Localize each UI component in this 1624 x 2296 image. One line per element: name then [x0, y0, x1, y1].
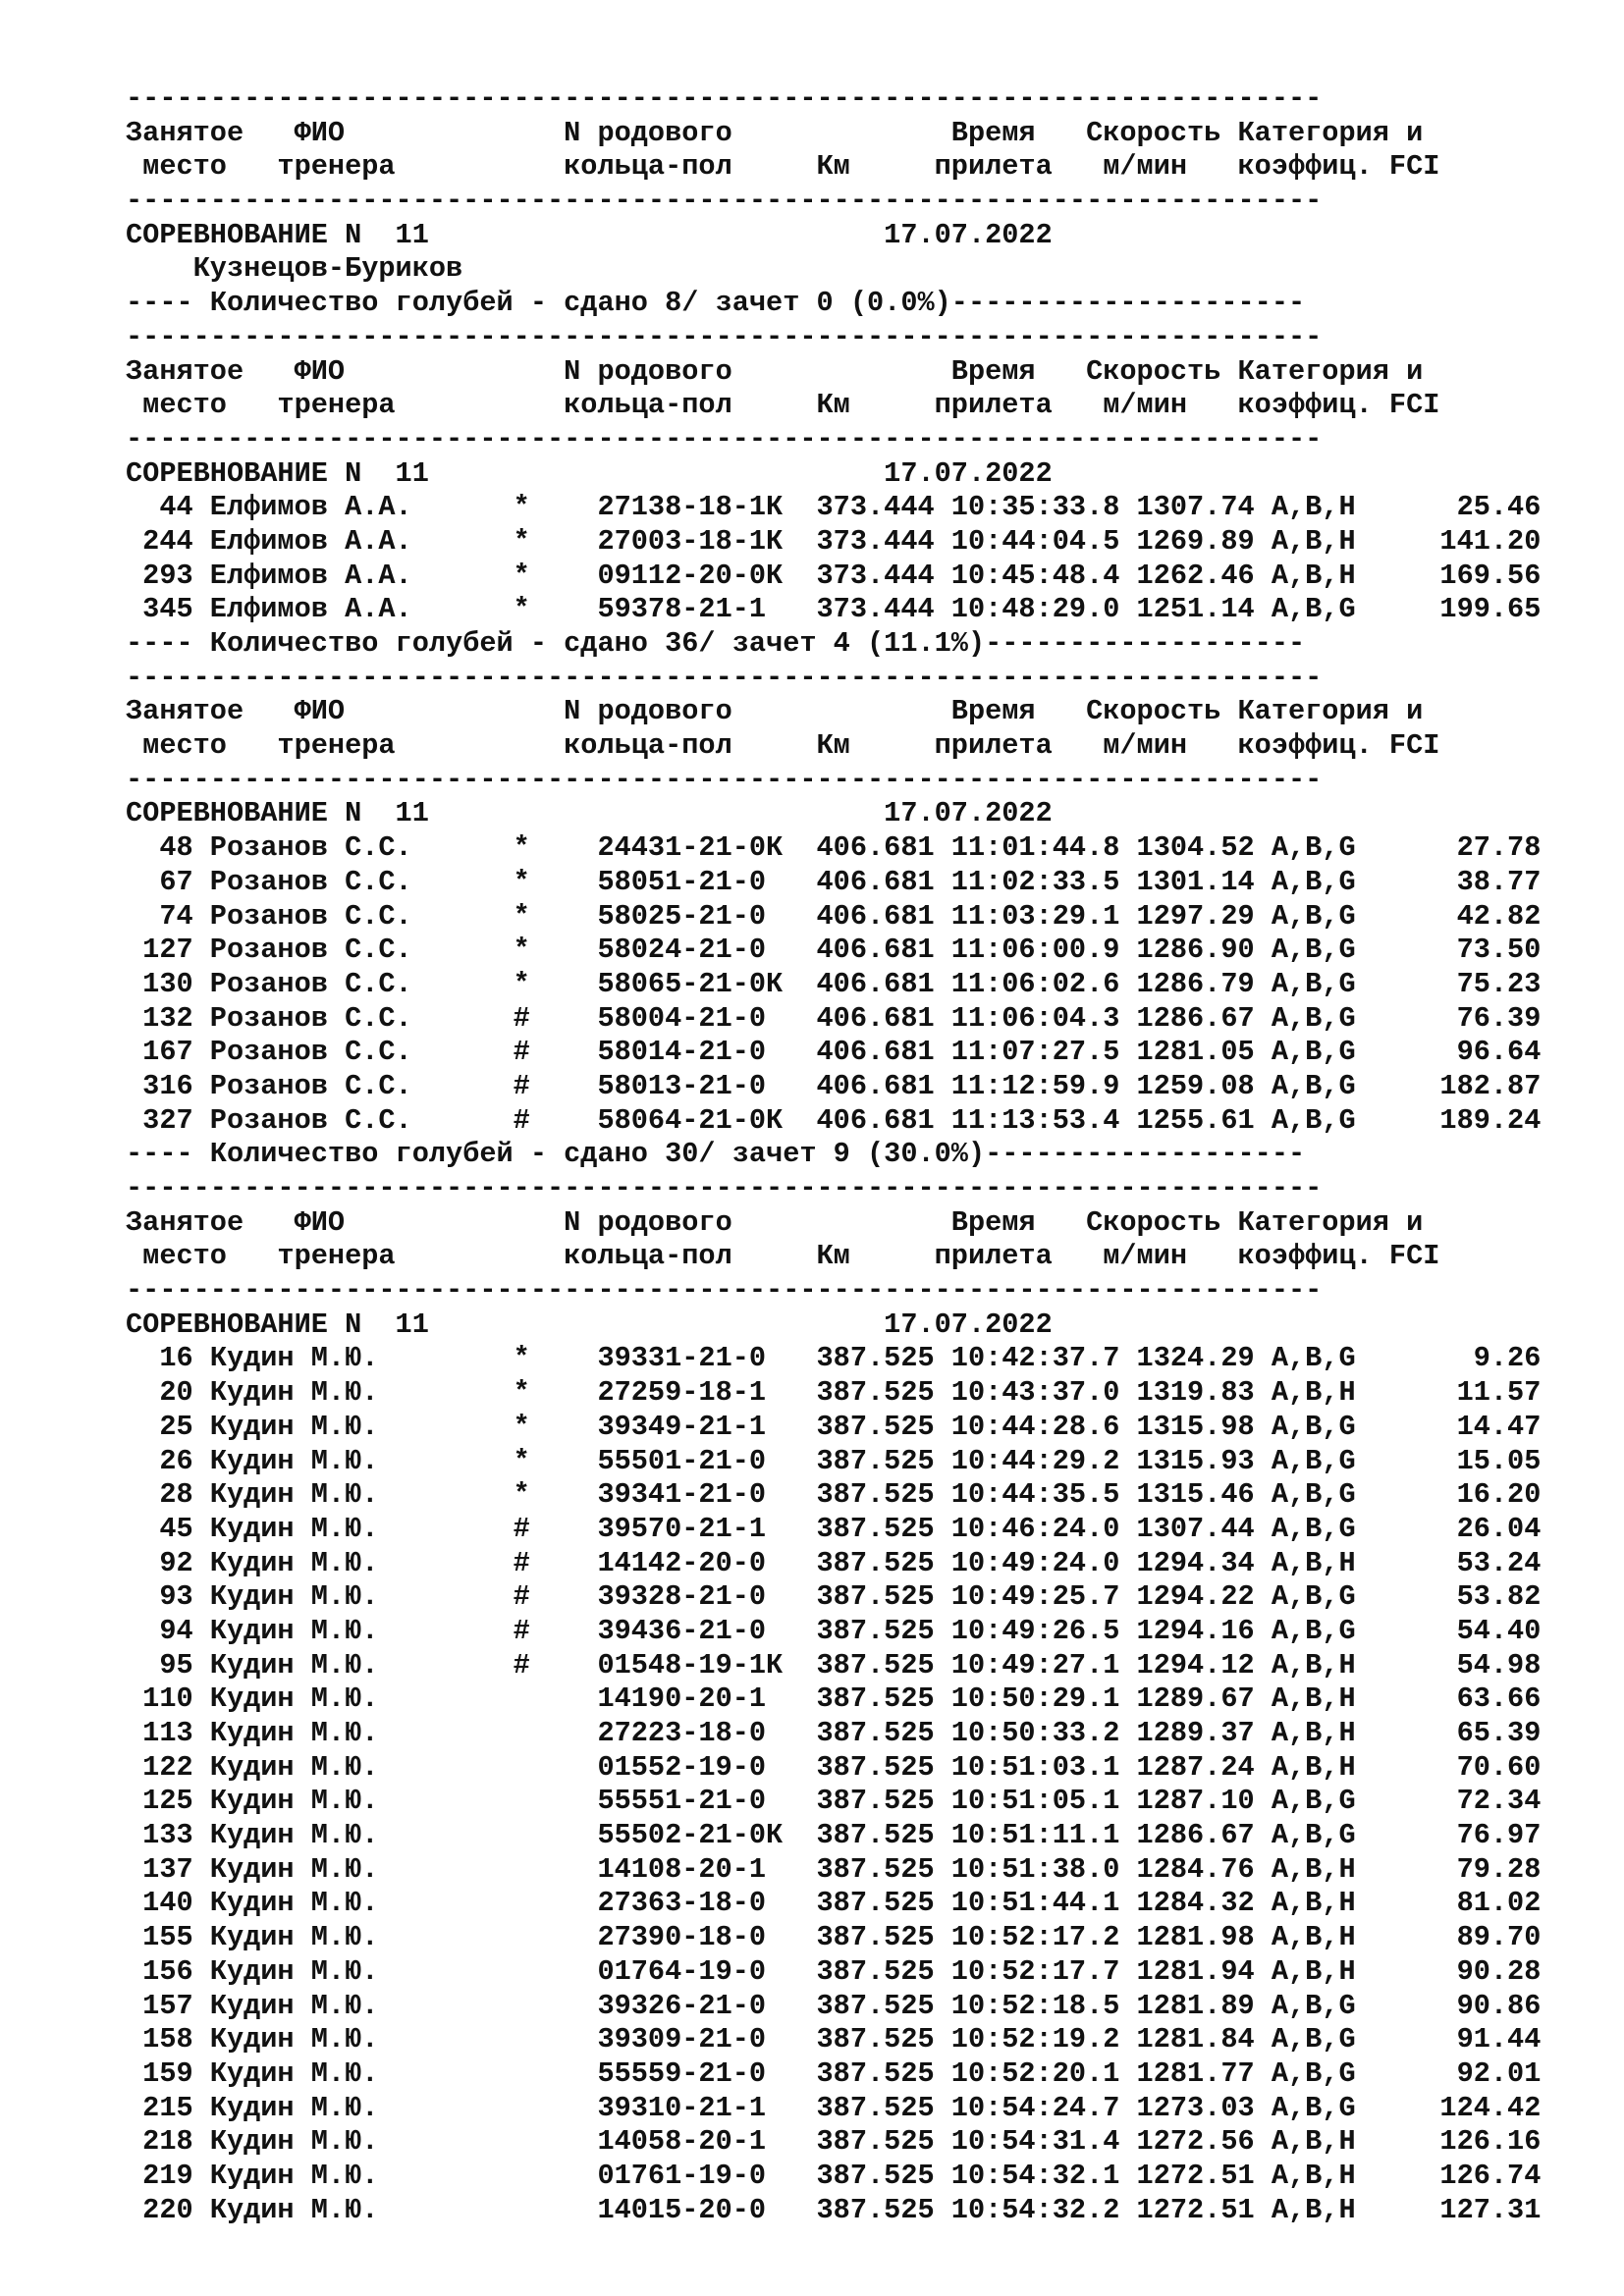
separator-line: ----------------------------------------------------------------------- [126, 320, 1323, 353]
result-row: 130 Розанов С.С. * 58065-21-0К 406.681 11:06:02.6 1286.79 A,B,G 75.23 [126, 967, 1542, 1000]
competition-title: СОРЕВНОВАНИЕ N 11 17.07.2022 [126, 456, 1053, 490]
result-row: 345 Елфимов А.А. * 59378-21-1 373.444 10:48:29.0 1251.14 A,B,G 199.65 [126, 593, 1542, 626]
result-row: 44 Елфимов А.А. * 27138-18-1К 373.444 10:35:33.8 1307.74 A,B,H 25.46 [126, 491, 1542, 524]
result-row: 159 Кудин М.Ю. 55559-21-0 387.525 10:52:20.1 1281.77 A,B,G 92.01 [126, 2056, 1542, 2090]
summary-line: ---- Количество голубей - сдано 36/ зачет 4 (11.1%)------------------- [126, 627, 1306, 660]
separator-line: ----------------------------------------------------------------------- [126, 185, 1323, 218]
separator-line: ----------------------------------------------------------------------- [126, 763, 1323, 796]
result-row: 125 Кудин М.Ю. 55551-21-0 387.525 10:51:05.1 1287.10 A,B,G 72.34 [126, 1785, 1542, 1818]
competition-title: СОРЕВНОВАНИЕ N 11 17.07.2022 [126, 218, 1053, 251]
result-row: 45 Кудин М.Ю. # 39570-21-1 387.525 10:46:24.0 1307.44 A,B,G 26.04 [126, 1512, 1542, 1545]
column-header: Занятое ФИО N родового Время Скорость Категория и [126, 1205, 1424, 1239]
result-row: 93 Кудин М.Ю. # 39328-21-0 387.525 10:49:25.7 1294.22 A,B,G 53.82 [126, 1580, 1542, 1614]
result-row: 140 Кудин М.Ю. 27363-18-0 387.525 10:51:44.1 1284.32 A,B,H 81.02 [126, 1887, 1542, 1920]
result-row: 48 Розанов С.С. * 24431-21-0К 406.681 11:01:44.8 1304.52 A,B,G 27.78 [126, 831, 1542, 865]
result-row: 25 Кудин М.Ю. * 39349-21-1 387.525 10:44:28.6 1315.98 A,B,G 14.47 [126, 1410, 1542, 1443]
result-row: 28 Кудин М.Ю. * 39341-21-0 387.525 10:44:35.5 1315.46 A,B,G 16.20 [126, 1478, 1542, 1512]
result-row: 155 Кудин М.Ю. 27390-18-0 387.525 10:52:17.2 1281.98 A,B,H 89.70 [126, 1921, 1542, 1954]
result-row: 215 Кудин М.Ю. 39310-21-1 387.525 10:54:24.7 1273.03 A,B,G 124.42 [126, 2091, 1542, 2124]
result-row: 316 Розанов С.С. # 58013-21-0 406.681 11:12:59.9 1259.08 A,B,G 182.87 [126, 1069, 1542, 1102]
result-row: 92 Кудин М.Ю. # 14142-20-0 387.525 10:49:24.0 1294.34 A,B,H 53.24 [126, 1546, 1542, 1579]
separator-line: ----------------------------------------------------------------------- [126, 82, 1323, 115]
competition-title: СОРЕВНОВАНИЕ N 11 17.07.2022 [126, 797, 1053, 830]
result-row: 95 Кудин М.Ю. # 01548-19-1К 387.525 10:49:27.1 1294.12 A,B,H 54.98 [126, 1648, 1542, 1682]
result-row: 156 Кудин М.Ю. 01764-19-0 387.525 10:52:17.7 1281.94 A,B,H 90.28 [126, 1954, 1542, 1988]
result-row: 20 Кудин М.Ю. * 27259-18-1 387.525 10:43:37.0 1319.83 A,B,H 11.57 [126, 1376, 1542, 1410]
result-row: 16 Кудин М.Ю. * 39331-21-0 387.525 10:42:37.7 1324.29 A,B,G 9.26 [126, 1342, 1542, 1375]
result-row: 74 Розанов С.С. * 58025-21-0 406.681 11:03:29.1 1297.29 A,B,G 42.82 [126, 899, 1542, 933]
result-row: 26 Кудин М.Ю. * 55501-21-0 387.525 10:44:29.2 1315.93 A,B,G 15.05 [126, 1444, 1542, 1477]
column-header: Занятое ФИО N родового Время Скорость Категория и [126, 695, 1424, 728]
result-row: 158 Кудин М.Ю. 39309-21-0 387.525 10:52:19.2 1281.84 A,B,G 91.44 [126, 2023, 1542, 2056]
result-row: 110 Кудин М.Ю. 14190-20-1 387.525 10:50:29.1 1289.67 A,B,H 63.66 [126, 1682, 1542, 1716]
competition-title: СОРЕВНОВАНИЕ N 11 17.07.2022 [126, 1308, 1053, 1341]
column-header: место тренера кольца-пол Км прилета м/мин коэффиц. FCI [126, 389, 1440, 422]
result-row: 167 Розанов С.С. # 58014-21-0 406.681 11:07:27.5 1281.05 A,B,G 96.64 [126, 1036, 1542, 1069]
separator-line: ----------------------------------------------------------------------- [126, 422, 1323, 455]
result-row: 132 Розанов С.С. # 58004-21-0 406.681 11:06:04.3 1286.67 A,B,G 76.39 [126, 1001, 1542, 1035]
result-row: 219 Кудин М.Ю. 01761-19-0 387.525 10:54:32.1 1272.51 A,B,H 126.74 [126, 2159, 1542, 2192]
separator-line: ----------------------------------------------------------------------- [126, 1172, 1323, 1204]
result-row: 137 Кудин М.Ю. 14108-20-1 387.525 10:51:38.0 1284.76 A,B,H 79.28 [126, 1852, 1542, 1886]
result-row: 218 Кудин М.Ю. 14058-20-1 387.525 10:54:31.4 1272.56 A,B,H 126.16 [126, 2125, 1542, 2159]
column-header: Занятое ФИО N родового Время Скорость Категория и [126, 354, 1424, 388]
result-row: 113 Кудин М.Ю. 27223-18-0 387.525 10:50:33.2 1289.37 A,B,H 65.39 [126, 1717, 1542, 1749]
result-row: 67 Розанов С.С. * 58051-21-0 406.681 11:02:33.5 1301.14 A,B,G 38.77 [126, 865, 1542, 898]
result-row: 94 Кудин М.Ю. # 39436-21-0 387.525 10:49:26.5 1294.16 A,B,G 54.40 [126, 1614, 1542, 1647]
column-header: место тренера кольца-пол Км прилета м/мин коэффиц. FCI [126, 729, 1440, 763]
result-row: 133 Кудин М.Ю. 55502-21-0К 387.525 10:51:11.1 1286.67 A,B,G 76.97 [126, 1819, 1542, 1852]
column-header: место тренера кольца-пол Км прилета м/мин коэффиц. FCI [126, 1240, 1440, 1273]
separator-line: ----------------------------------------------------------------------- [126, 1274, 1323, 1308]
result-row: 293 Елфимов А.А. * 09112-20-0К 373.444 10:45:48.4 1262.46 A,B,H 169.56 [126, 559, 1542, 592]
summary-line: ---- Количество голубей - сдано 8/ зачет 0 (0.0%)--------------------- [126, 287, 1306, 320]
summary-line: ---- Количество голубей - сдано 30/ зачет 9 (30.0%)------------------- [126, 1138, 1306, 1171]
result-row: 220 Кудин М.Ю. 14015-20-0 387.525 10:54:32.2 1272.51 A,B,H 127.31 [126, 2193, 1542, 2226]
column-header: Занятое ФИО N родового Время Скорость Категория и [126, 116, 1424, 149]
team-name: Кузнецов-Буриков [126, 252, 463, 286]
result-row: 122 Кудин М.Ю. 01552-19-0 387.525 10:51:03.1 1287.24 A,B,H 70.60 [126, 1750, 1542, 1784]
column-header: место тренера кольца-пол Км прилета м/мин коэффиц. FCI [126, 150, 1440, 184]
result-row: 327 Розанов С.С. # 58064-21-0К 406.681 11:13:53.4 1255.61 A,B,G 189.24 [126, 1103, 1542, 1137]
separator-line: ----------------------------------------------------------------------- [126, 661, 1323, 694]
result-row: 157 Кудин М.Ю. 39326-21-0 387.525 10:52:18.5 1281.89 A,B,G 90.86 [126, 1989, 1542, 2022]
results-document [126, 82, 1541, 2227]
result-row: 244 Елфимов А.А. * 27003-18-1К 373.444 10:44:04.5 1269.89 A,B,H 141.20 [126, 524, 1542, 558]
result-row: 127 Розанов С.С. * 58024-21-0 406.681 11:06:00.9 1286.90 A,B,G 73.50 [126, 934, 1542, 967]
